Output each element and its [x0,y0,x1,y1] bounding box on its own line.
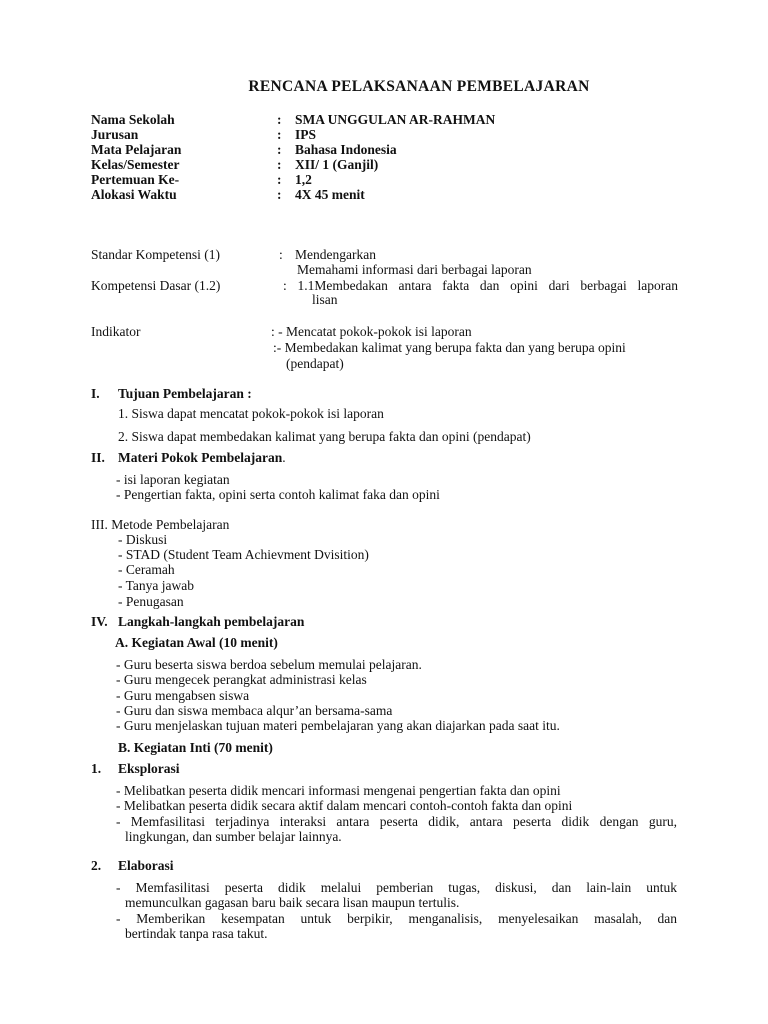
tujuan-item: 2. Siswa dapat membedakan kalimat yang berupa fakta dan opini (pendapat) [118,429,531,444]
kegiatan-awal-heading: A. Kegiatan Awal (10 menit) [115,635,278,650]
metode-item: - Ceramah [118,562,175,577]
identity-label: Alokasi Waktu [91,187,177,202]
metode-item: - Tanya jawab [118,578,195,593]
eksplorasi-item: - Melibatkan peserta didik mencari informasi mengenai pengertian fakta dan opini [116,783,561,798]
tujuan-item: 1. Siswa dapat mencatat pokok-pokok isi laporan [118,406,384,421]
materi-heading: Materi Pokok Pembelajaran [118,450,283,465]
kegiatan-inti-heading: B. Kegiatan Inti (70 menit) [118,740,273,755]
kegiatan-awal-item: - Guru beserta siswa berdoa sebelum memulai pelajaran. [116,657,422,672]
identity-sep: : [277,157,282,172]
identity-value-time: 4X 45 menit [295,187,365,202]
identity-label: Pertemuan Ke- [91,172,180,187]
eksplorasi-item: - Memfasilitasi terjadinya interaksi antara peserta didik, antara peserta didik dengan guru, [116,814,677,829]
elaborasi-heading: Elaborasi [118,858,174,873]
eksplorasi-item-continuation: lingkungan, dan sumber belajar lainnya. [125,829,342,844]
langkah-heading: Langkah-langkah pembelajaran [118,614,305,629]
indikator-line-1: : - Mencatat pokok-pokok isi laporan [271,324,472,339]
identity-label: Mata Pelajaran [91,142,182,157]
identity-value-class: XII/ 1 (Ganjil) [295,157,379,172]
section-number: I. [91,386,100,401]
identity-sep: : [277,172,282,187]
indikator-line-3: (pendapat) [286,356,344,371]
materi-heading-tail: . [282,450,286,465]
standar-label: Standar Kompetensi (1) [91,247,220,262]
elaborasi-item-continuation: bertindak tanpa rasa takut. [125,926,268,941]
identity-sep: : [277,142,282,157]
metode-item: - Diskusi [118,532,168,547]
identity-sep: : [277,127,282,142]
elaborasi-item: - Memberikan kesempatan untuk berpikir, menganalisis, menyelesaikan masalah, dan [116,911,677,926]
identity-sep: : [277,187,282,202]
materi-item: - isi laporan kegiatan [116,472,230,487]
identity-sep: : [277,112,282,127]
standar-line-1: Mendengarkan [295,247,376,262]
section-number: II. [91,450,105,465]
identity-value-meeting: 1,2 [295,172,312,187]
metode-heading: III. Metode Pembelajaran [91,517,230,532]
standar-line-2: Memahami informasi dari berbagai laporan [297,262,532,277]
kompetensi-label: Kompetensi Dasar (1.2) [91,278,221,293]
identity-label: Kelas/Semester [91,157,180,172]
kegiatan-awal-item: - Guru mengabsen siswa [116,688,250,703]
subsection-number: 1. [91,761,102,776]
subsection-number: 2. [91,858,102,873]
identity-value-subject: Bahasa Indonesia [295,142,397,157]
elaborasi-item-continuation: memunculkan gagasan baru baik secara lisan maupun tertulis. [125,895,460,910]
identity-value-major: IPS [295,127,317,142]
kegiatan-awal-item: - Guru dan siswa membaca alqur’an bersama-sama [116,703,393,718]
metode-item: - STAD (Student Team Achievment Dvisition) [118,547,369,562]
eksplorasi-heading: Eksplorasi [118,761,180,776]
document-title: RENCANA PELAKSANAAN PEMBELAJARAN [248,78,590,95]
identity-value-school: SMA UNGGULAN AR-RAHMAN [295,112,496,127]
indikator-label: Indikator [91,324,141,339]
standar-sep: : [279,247,283,262]
elaborasi-item: - Memfasilitasi peserta didik melalui pemberian tugas, diskusi, dan lain-lain untuk [116,880,677,895]
section-number: IV. [91,614,108,629]
materi-item: - Pengertian fakta, opini serta contoh kalimat faka dan opini [116,487,440,502]
eksplorasi-item: - Melibatkan peserta didik secara aktif dalam mencari contoh-contoh fakta dan opini [116,798,573,813]
kompetensi-line-1: : 1.1Membedakan antara fakta dan opini dari berbagai laporan [283,278,678,293]
indikator-line-2: :- Membedakan kalimat yang berupa fakta dan yang berupa opini [273,340,626,355]
tujuan-heading: Tujuan Pembelajaran : [118,386,252,401]
kompetensi-line-2: lisan [312,292,338,307]
kegiatan-awal-item: - Guru mengecek perangkat administrasi kelas [116,672,367,687]
identity-label: Nama Sekolah [91,112,175,127]
materi-heading-line [118,450,286,466]
identity-label: Jurusan [91,127,139,142]
kegiatan-awal-item: - Guru menjelaskan tujuan materi pembelajaran yang akan diajarkan pada saat itu. [116,718,560,733]
metode-item: - Penugasan [118,594,184,609]
